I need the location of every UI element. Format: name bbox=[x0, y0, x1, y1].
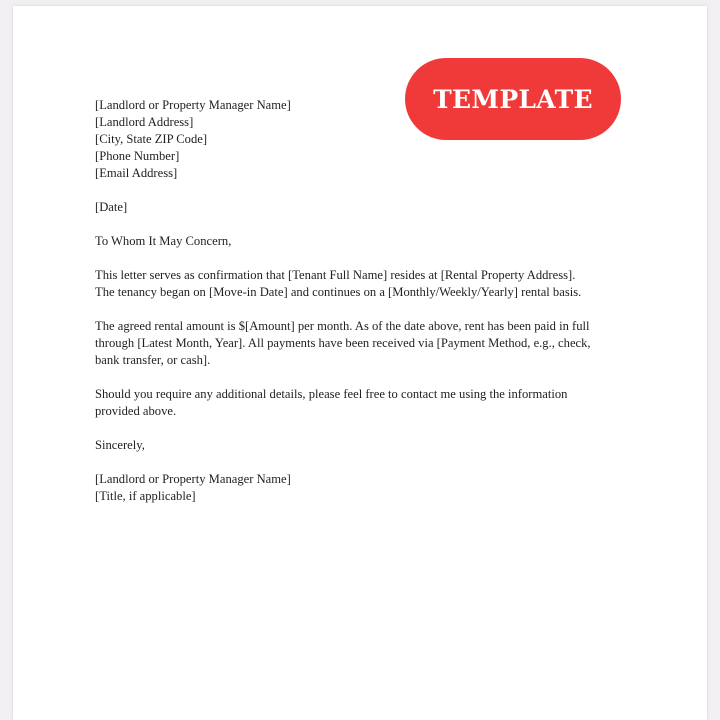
paragraph-line: bank transfer, or cash]. bbox=[95, 353, 211, 367]
sender-address: [Landlord Address] bbox=[95, 115, 194, 129]
paragraph-contact bbox=[95, 386, 635, 420]
letter-body bbox=[95, 97, 635, 505]
paragraph-line: The agreed rental amount is $[Amount] per month. As of the date above, rent has been paid in full bbox=[95, 319, 590, 333]
closing: Sincerely, bbox=[95, 438, 145, 452]
paragraph-line: Should you require any additional details, please feel free to contact me using the information bbox=[95, 387, 568, 401]
paragraph-line: provided above. bbox=[95, 404, 177, 418]
sender-block bbox=[95, 97, 635, 182]
sender-email: [Email Address] bbox=[95, 166, 178, 180]
template-badge-label: TEMPLATE bbox=[433, 84, 593, 114]
paragraph-tenancy bbox=[95, 267, 635, 301]
sender-name: [Landlord or Property Manager Name] bbox=[95, 98, 291, 112]
signature-block bbox=[95, 471, 635, 505]
signature-name: [Landlord or Property Manager Name] bbox=[95, 472, 291, 486]
letter-date: [Date] bbox=[95, 200, 128, 214]
paragraph-line: This letter serves as confirmation that [Tenant Full Name] resides at [Rental Property Address]. bbox=[95, 268, 576, 282]
paragraph-rent bbox=[95, 318, 635, 369]
paragraph-line: through [Latest Month, Year]. All payments have been received via [Payment Method, e.g., check, bbox=[95, 336, 591, 350]
paragraph-line: The tenancy began on [Move-in Date] and continues on a [Monthly/Weekly/Yearly] rental basis. bbox=[95, 285, 582, 299]
sender-city-state-zip: [City, State ZIP Code] bbox=[95, 132, 208, 146]
signature-title: [Title, if applicable] bbox=[95, 489, 196, 503]
salutation: To Whom It May Concern, bbox=[95, 234, 232, 248]
sender-phone: [Phone Number] bbox=[95, 149, 180, 163]
